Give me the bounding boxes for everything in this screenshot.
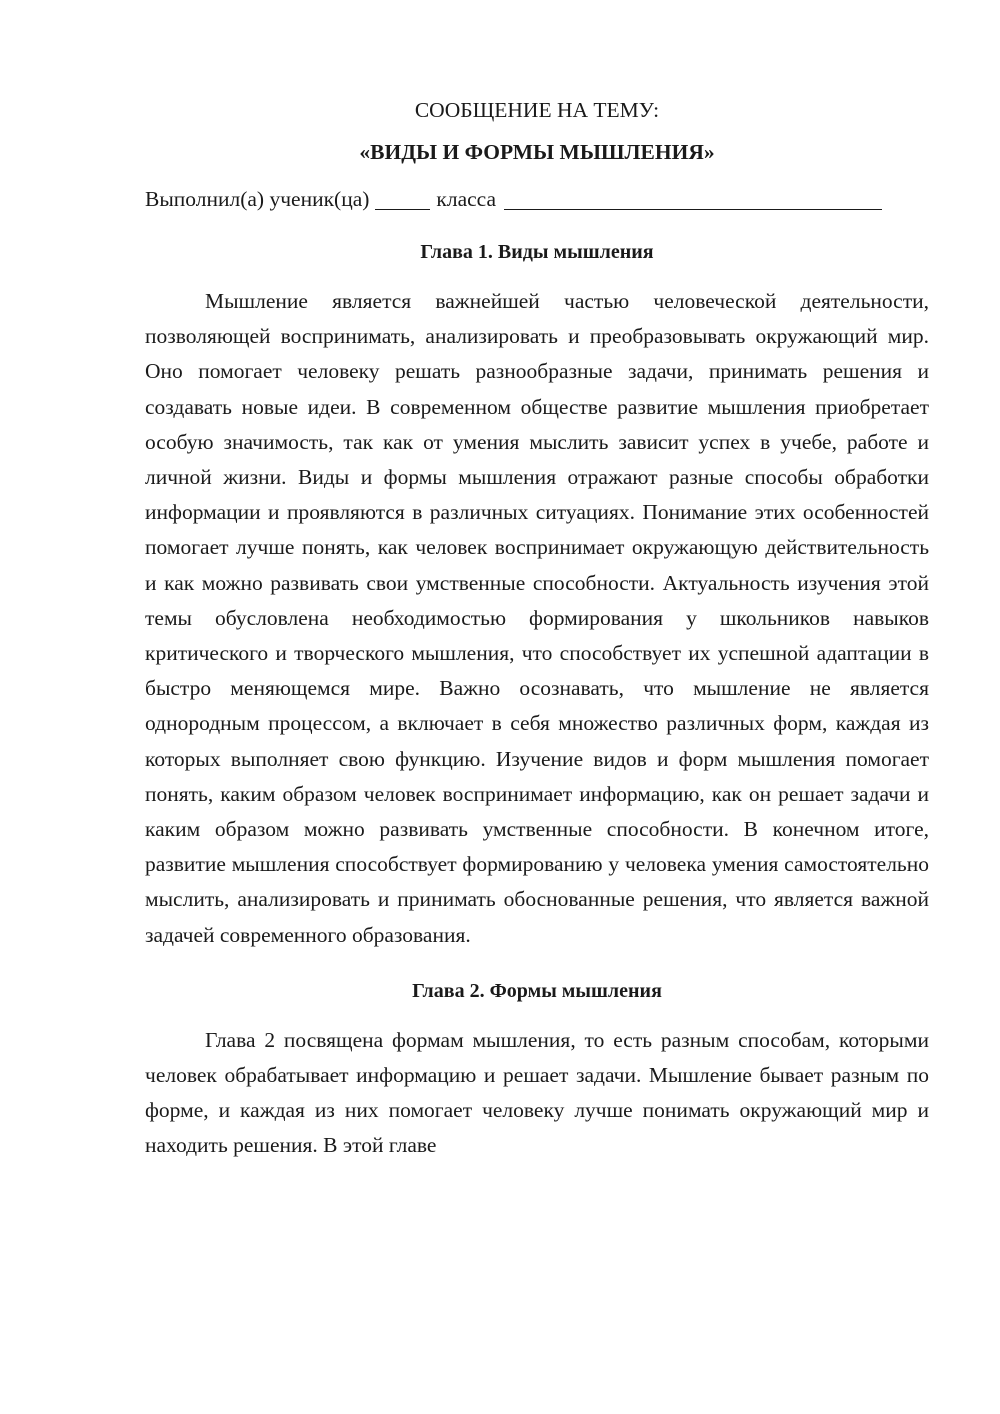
class-number-blank <box>375 187 430 210</box>
document-title-topic: «ВИДЫ И ФОРМЫ МЫШЛЕНИЯ» <box>359 140 715 164</box>
chapter-1-heading: Глава 1. Виды мышления <box>420 241 654 263</box>
class-name-blank <box>504 187 882 210</box>
document-content <box>145 92 929 1164</box>
chapter-1-paragraph: Мышление является важнейшей частью человеческой деятельности, позволяющей воспринимать, анализировать и преобразовывать окружающий мир. Оно помогает человеку решать разнообразные задачи, принимать решения и создавать новые идеи. В современном обществе развитие мышления приобретает особую значимость, так как от умения мыслить зависит успех в учебе, работе и личной жизни. Виды и формы мышления отражают разные способы обработки информации и проявляются в различных ситуациях. Понимание этих особенностей помогает лучше понять, как человек воспринимает окружающую действительность и как можно развивать свои умственные способности. Актуальность изучения этой темы обусловлена необходимостью формирования у школьников навыков критического и творческого мышления, что способствует их успешной адаптации в быстро меняющемся мире. Важно осознавать, что мышление не является однородным процессом, а включает в себя множество различных форм, каждая из которых выполняет свою функцию. Изучение видов и форм мышления помогает понять, каким образом человек воспринимает информацию, как он решает задачи и каким образом можно развивать умственные способности. В конечном итоге, развитие мышления способствует формированию у человека умения самостоятельно мыслить, анализировать и принимать обоснованные решения, что является важной задачей современного образования. <box>145 289 929 947</box>
author-label: Выполнил(а) ученик(ца) <box>145 187 370 211</box>
class-label: класса <box>436 187 497 211</box>
author-line <box>145 181 929 217</box>
document-title-line1: СООБЩЕНИЕ НА ТЕМУ: <box>414 98 660 122</box>
chapter-2-paragraph: Глава 2 посвящена формам мышления, то есть разным способам, которыми человек обрабатывает информацию и решает задачи. Мышление бывает разным по форме, и каждая из них помогает человеку лучше понимать окружающий мир и находить решения. В этой главе <box>145 1027 929 1158</box>
chapter-2-heading: Глава 2. Формы мышления <box>412 979 662 1002</box>
